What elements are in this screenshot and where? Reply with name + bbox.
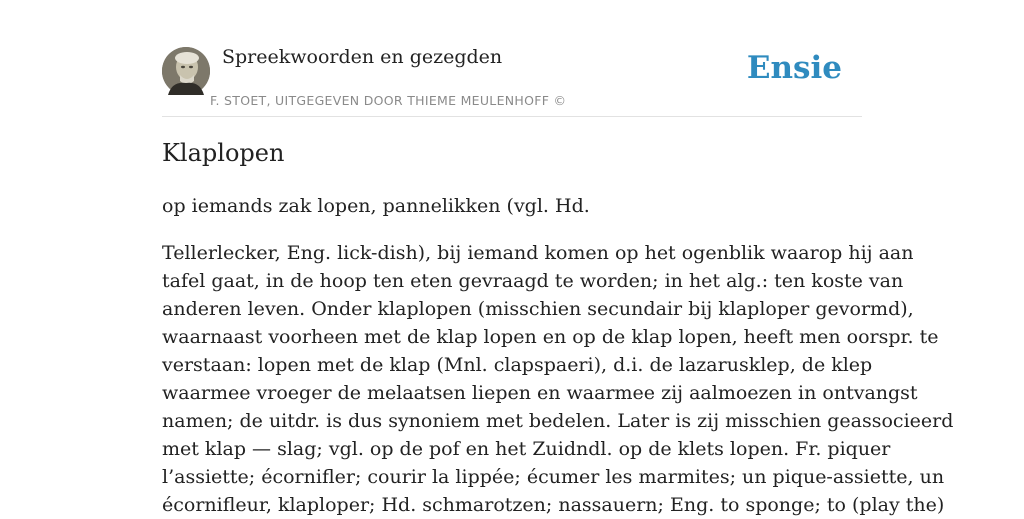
paragraph-line: tafel gaat, in de hoop ten eten gevraagd te worden; in het alg.: ten koste van — [162, 270, 904, 292]
paragraph-line: l’assiette; écornifler; courir la lippée; écumer les marmites; un pique-assiette, un — [162, 466, 945, 488]
source-title[interactable]: Spreekwoorden en gezegden — [222, 46, 503, 68]
entry-paragraph-2 — [162, 239, 954, 519]
paragraph-line: anderen leven. Onder klaplopen (misschien secundair bij klaploper gevormd), — [162, 298, 914, 320]
entry-paragraph-1 — [162, 192, 862, 220]
paragraph-line: écornifleur, klaploper; Hd. schmarotzen; nassauern; Eng. to sponge; to (play the) — [162, 494, 945, 516]
paragraph-text: op iemands zak lopen, pannelikken (vgl. Hd. — [162, 195, 590, 217]
page — [162, 0, 954, 516]
source-credit: F. STOET, UITGEGEVEN DOOR THIEME MEULENHOFF © — [210, 93, 567, 108]
paragraph-line: met klap — slag; vgl. op de pof en het Zuidndl. op de klets lopen. Fr. piquer — [162, 438, 891, 460]
author-avatar[interactable] — [162, 47, 210, 95]
portrait-icon — [162, 47, 210, 95]
source-header — [162, 46, 862, 117]
entry-title: Klaplopen — [162, 139, 285, 167]
paragraph-line: namen; de uitdr. is dus synoniem met bedelen. Later is zij misschien geassocieerd — [162, 410, 954, 432]
ensie-logo[interactable]: Ensie — [746, 50, 842, 86]
paragraph-line: Tellerlecker, Eng. lick-dish), bij iemand komen op het ogenblik waarop hij aan — [162, 242, 914, 264]
paragraph-line: verstaan: lopen met de klap (Mnl. clapspaeri), d.i. de lazarusklep, de klep — [162, 354, 873, 376]
paragraph-line: waarmee vroeger de melaatsen liepen en waarmee zij aalmoezen in ontvangst — [162, 382, 918, 404]
paragraph-line: waarnaast voorheen met de klap lopen en op de klap lopen, heeft men oorspr. te — [162, 326, 939, 348]
